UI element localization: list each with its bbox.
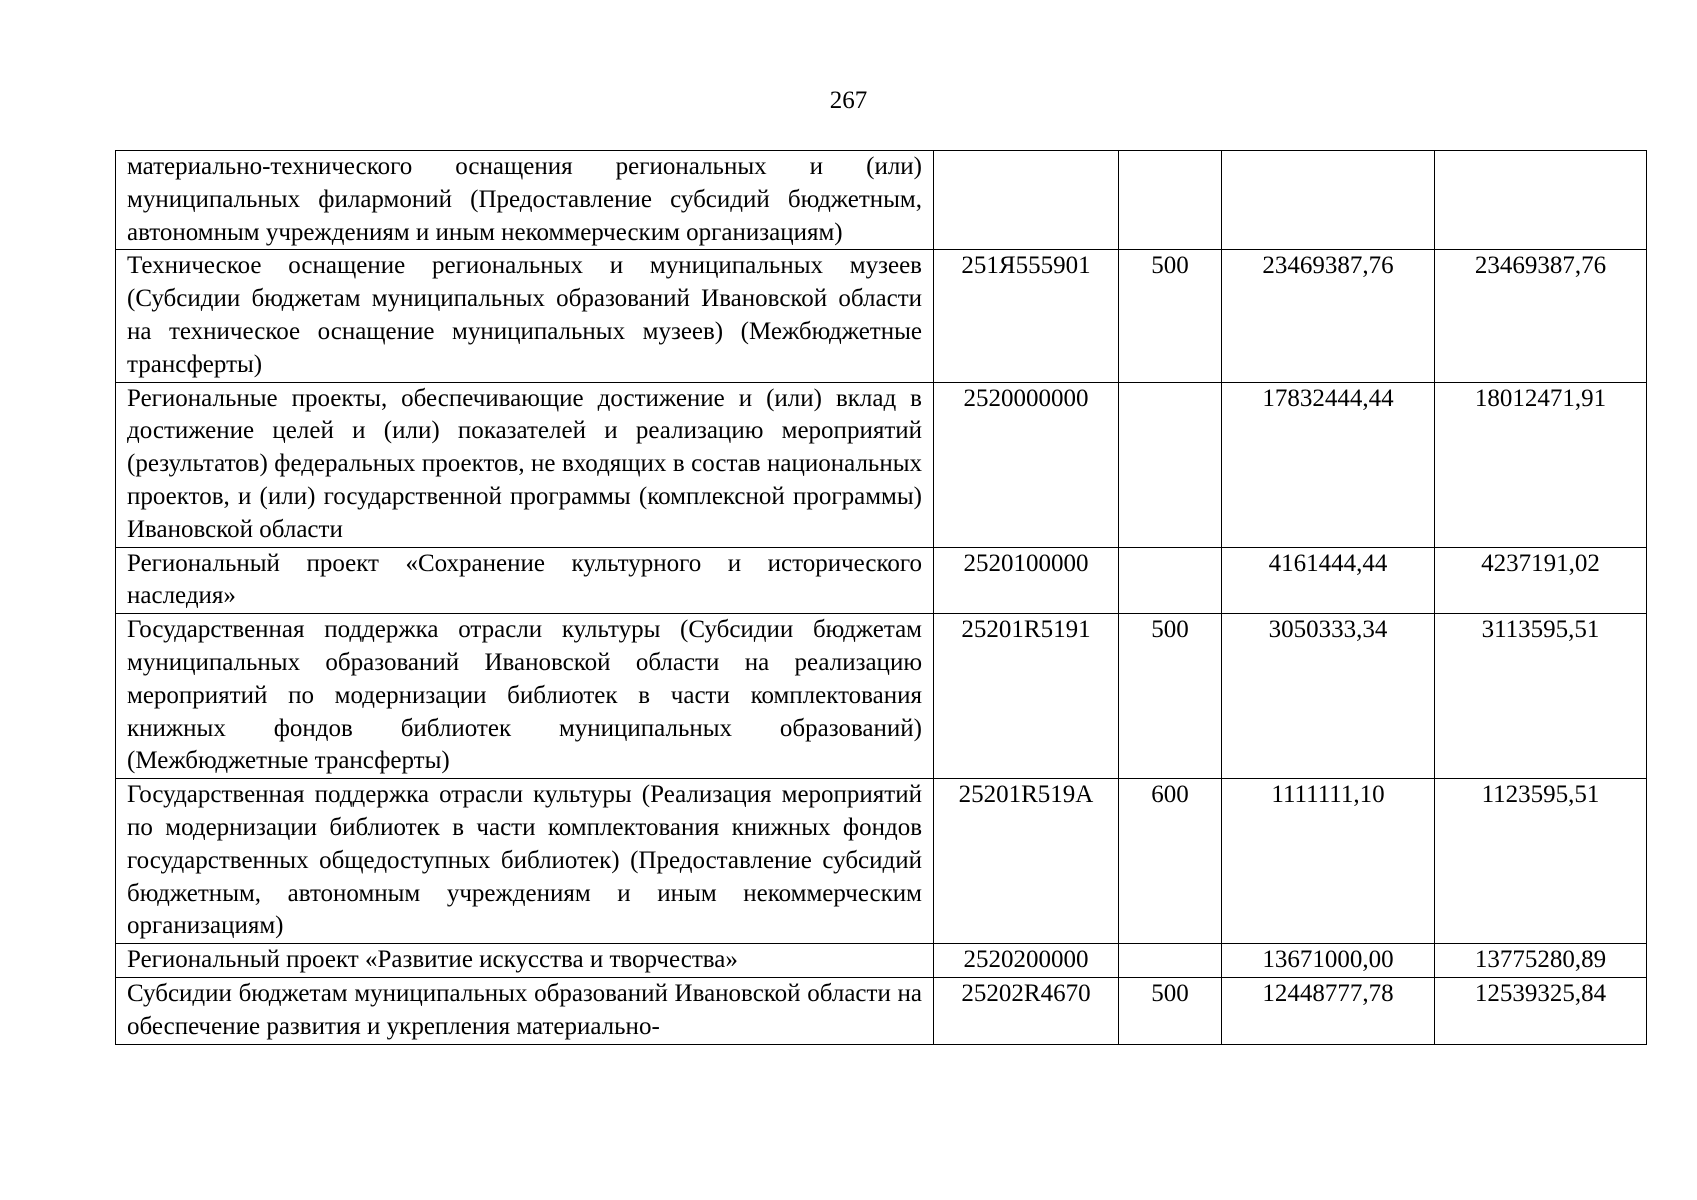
- row-sum-1: 4161444,44: [1222, 547, 1435, 614]
- row-code: 2520000000: [934, 382, 1119, 547]
- table-row: [116, 547, 1647, 614]
- page-number: 267: [829, 87, 868, 114]
- row-sum-1: 13671000,00: [1222, 944, 1435, 978]
- row-sum-2: 1123595,51: [1435, 779, 1647, 944]
- table-row: [116, 614, 1647, 779]
- row-code: 2520200000: [934, 944, 1119, 978]
- row-expense-type: [1119, 382, 1222, 547]
- table-row: [116, 151, 1647, 250]
- row-name: Региональные проекты, обеспечивающие достижение и (или) вклад в достижение целей и (или) показателей и реализацию мероприятий (результатов) федеральных проектов, не входящих в состав национальных проектов, и (или) государственной программы (комплексной программы) Ивановской области: [116, 382, 934, 547]
- row-code: [934, 151, 1119, 250]
- row-name: Региональный проект «Сохранение культурного и исторического наследия»: [116, 547, 934, 614]
- row-sum-1: 3050333,34: [1222, 614, 1435, 779]
- row-code: 2520100000: [934, 547, 1119, 614]
- row-name: Субсидии бюджетам муниципальных образований Ивановской области на обеспечение развития и укрепления материально-: [116, 977, 934, 1044]
- row-sum-2: 23469387,76: [1435, 250, 1647, 382]
- row-expense-type: 500: [1119, 977, 1222, 1044]
- row-sum-2: [1435, 151, 1647, 250]
- row-expense-type: 500: [1119, 614, 1222, 779]
- row-sum-2: 4237191,02: [1435, 547, 1647, 614]
- row-code: 25202R4670: [934, 977, 1119, 1044]
- table-row: [116, 977, 1647, 1044]
- row-sum-1: [1222, 151, 1435, 250]
- row-name: материально-технического оснащения региональных и (или) муниципальных филармоний (Предоставление субсидий бюджетным, автономным учреждениям и иным некоммерческим организациям): [116, 151, 934, 250]
- row-code: 25201R519А: [934, 779, 1119, 944]
- row-expense-type: 600: [1119, 779, 1222, 944]
- table-row: [116, 944, 1647, 978]
- row-expense-type: [1119, 151, 1222, 250]
- table-row: [116, 382, 1647, 547]
- row-sum-2: 3113595,51: [1435, 614, 1647, 779]
- row-code: 251Я555901: [934, 250, 1119, 382]
- row-expense-type: 500: [1119, 250, 1222, 382]
- row-name: Техническое оснащение региональных и муниципальных музеев (Субсидии бюджетам муниципальных образований Ивановской области на техническое оснащение муниципальных музеев) (Межбюджетные трансферты): [116, 250, 934, 382]
- row-name: Региональный проект «Развитие искусства и творчества»: [116, 944, 934, 978]
- row-sum-1: 1111111,10: [1222, 779, 1435, 944]
- row-sum-1: 17832444,44: [1222, 382, 1435, 547]
- row-expense-type: [1119, 547, 1222, 614]
- row-name: Государственная поддержка отрасли культуры (Реализация мероприятий по модернизации библиотек в части комплектования книжных фондов государственных общедоступных библиотек) (Предоставление субсидий бюджетным, автономным учреждениям и иным некоммерческим организациям): [116, 779, 934, 944]
- row-sum-1: 12448777,78: [1222, 977, 1435, 1044]
- row-code: 25201R5191: [934, 614, 1119, 779]
- row-sum-2: 12539325,84: [1435, 977, 1647, 1044]
- budget-table: [115, 150, 1647, 1045]
- table-row: [116, 779, 1647, 944]
- row-name: Государственная поддержка отрасли культуры (Субсидии бюджетам муниципальных образований Ивановской области на реализацию мероприятий по модернизации библиотек в части комплектования книжных фондов библиотек муниципальных образований) (Межбюджетные трансферты): [116, 614, 934, 779]
- row-sum-2: 13775280,89: [1435, 944, 1647, 978]
- row-sum-1: 23469387,76: [1222, 250, 1435, 382]
- row-expense-type: [1119, 944, 1222, 978]
- table-row: [116, 250, 1647, 382]
- row-sum-2: 18012471,91: [1435, 382, 1647, 547]
